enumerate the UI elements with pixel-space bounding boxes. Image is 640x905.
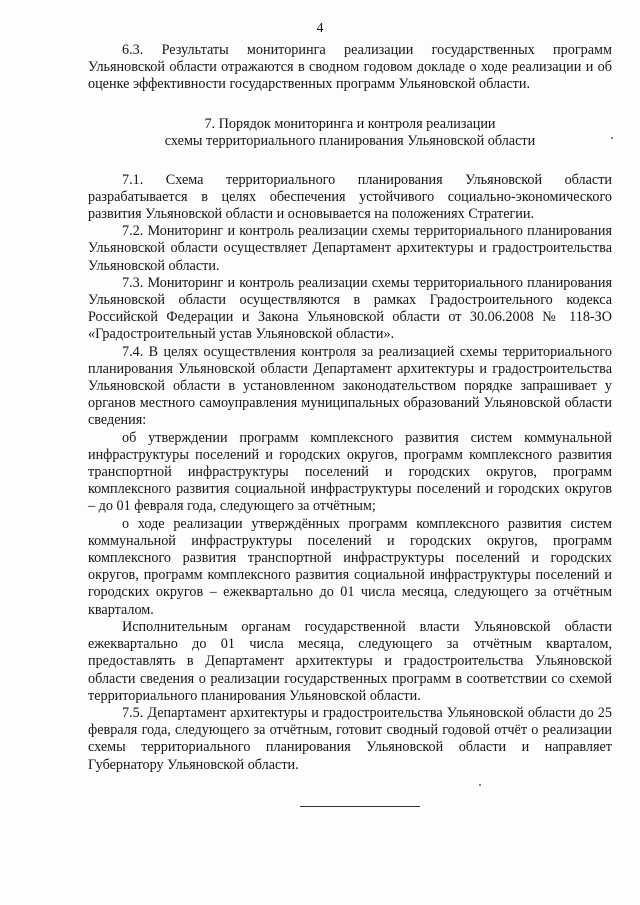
heading-line-2: схемы территориального планирования Ульяновской области <box>164 133 536 150</box>
paragraph-7-2: 7.2. Мониторинг и контроль реализации схемы территориального планирования Ульяновской области осуществляет Департамент архитектуры и градостроительства Ульяновской области. <box>88 223 612 274</box>
paragraph-7-5: 7.5. Департамент архитектуры и градостроительства Ульяновской области до 25 февраля года, следующего за отчётным, готовит сводный годовой отчёт о реализации схемы территориального планирования Ульяновской области и направляет Губернатору Ульяновской области. <box>88 704 612 773</box>
heading-line-1: 7. Порядок мониторинга и контроля реализации <box>204 115 496 132</box>
list-item-progress: о ходе реализации утверждённых программ комплексного развития систем коммунальной инфраструктуры поселений и городских округов, программ комплексного развития транспортной инфраструктуры поселений и городских округов, программ комплексного развития социальной инфраструктуры поселений и городских округов – ежеквартально до 01 числа месяца, следующего за отчётным кварталом. <box>88 515 612 618</box>
document-body <box>88 42 612 774</box>
list-item-approval: об утверждении программ комплексного развития систем коммунальной инфраструктуры поселений и городских округов, программ комплексного развития транспортной инфраструктуры поселений и городских округов, программ комплексного развития социальной инфраструктуры поселений и городских округов – до 01 февраля года, следующего за отчётным; <box>88 429 612 515</box>
paragraph-7-1: 7.1. Схема территориального планирования Ульяновской области разрабатывается в целях обеспечения устойчивого социально-экономического развития Ульяновской области и основывается на положениях Стратегии. <box>88 171 612 223</box>
paragraph-7-4: 7.4. В целях осуществления контроля за реализацией схемы территориального планирования Ульяновской области Департамент архитектуры и градостроительства Ульяновской области в установленном законодательством порядке запрашивает у органов местного самоуправления муниципальных образований Ульяновской области сведения: <box>88 343 612 429</box>
paragraph-6-3: 6.3. Результаты мониторинга реализации государственных программ Ульяновской области отражаются в сводном годовом докладе о ходе реализации и об оценке эффективности государственных программ Ульяновской области. <box>88 42 612 93</box>
closing-separator-line <box>300 806 420 807</box>
paragraph-executive-bodies: Исполнительным органам государственной власти Ульяновской области ежеквартально до 01 числа месяца, следующего за отчётным кварталом, предоставлять в Департамент архитектуры и градостроительства Ульяновской области сведения о реализации государственных программ в соответствии со схемой территориального планирования Ульяновской области. <box>88 618 612 704</box>
page-number: 4 <box>316 21 324 36</box>
section-7-heading <box>88 116 612 151</box>
paragraph-7-3: 7.3. Мониторинг и контроль реализации схемы территориального планирования Ульяновской области осуществляются в рамках Градостроительного кодекса Российской Федерации и Закона Ульяновской области от 30.06.2008 № 118-ЗО «Градостроительный устав Ульяновской области». <box>88 274 612 343</box>
